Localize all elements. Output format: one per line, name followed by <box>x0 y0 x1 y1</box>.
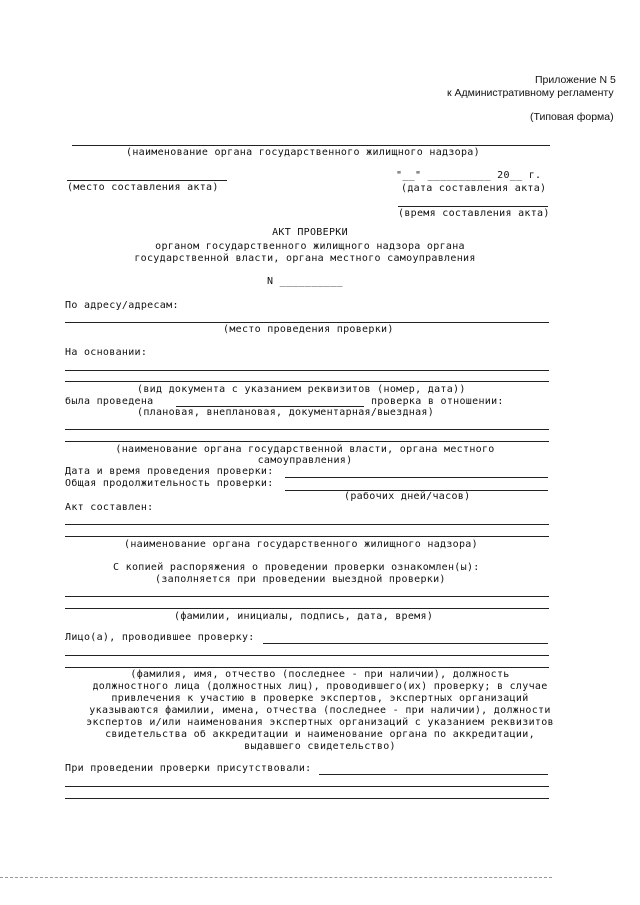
inspector-caption-5: экспертов и/или наименования экспертных организаций с указанием реквизитов <box>86 717 554 728</box>
org-name-line <box>72 145 550 146</box>
address-label: По адресу/адресам: <box>65 300 179 311</box>
inspector-caption-1: (фамилия, имя, отчество (последнее - при наличии), должность <box>130 669 510 680</box>
date-line: "__" __________ 20__ г. <box>396 170 542 181</box>
present-label: При проведении проверки присутствовали: <box>65 763 312 774</box>
time-line <box>398 206 548 207</box>
conducted-caption: (плановая, внеплановая, документарная/выездная) <box>137 407 435 418</box>
time-caption: (время составления акта) <box>398 208 550 219</box>
address-line <box>65 322 549 323</box>
inspector-caption-4: указываются фамилии, имена, отчества (последнее - при наличии), должности <box>89 705 551 716</box>
inspector-caption-3: привлечения к участию в проверке экспертов, экспертных организаций <box>111 693 529 704</box>
act-number: N __________ <box>267 276 343 287</box>
authority-caption-2: самоуправления) <box>257 455 353 466</box>
signatures-line-1 <box>65 596 549 597</box>
basis-line-1 <box>65 370 549 371</box>
basis-label: На основании: <box>65 347 148 358</box>
conducted-suffix: проверка в отношении: <box>371 396 504 407</box>
signatures-line-2 <box>65 608 549 609</box>
order-line-1: С копией распоряжения о проведении проверки ознакомлен(ы): <box>113 562 480 573</box>
date-caption: (дата составления акта) <box>401 183 547 194</box>
compiled-caption: (наименование органа государственного жилищного надзора) <box>124 539 478 550</box>
page-edge-artifact <box>0 877 552 878</box>
act-subtitle-2: государственной власти, органа местного самоуправления <box>134 253 476 264</box>
form-type: (Типовая форма) <box>530 111 614 123</box>
conducted-prefix: была проведена <box>65 396 154 407</box>
act-subtitle-1: органом государственного жилищного надзора органа <box>155 241 465 252</box>
compiled-line-1 <box>65 524 549 525</box>
datetime-label: Дата и время проведения проверки: <box>65 466 274 477</box>
signatures-caption: (фамилии, инициалы, подпись, дата, время) <box>174 611 434 622</box>
inspector-caption-7: выдавшего свидетельство) <box>244 741 396 752</box>
basis-caption: (вид документа с указанием реквизитов (номер, дата)) <box>137 384 466 395</box>
regulation-reference: к Административному регламенту <box>447 87 614 99</box>
address-caption: (место проведения проверки) <box>223 324 394 335</box>
compiled-label: Акт составлен: <box>65 502 154 513</box>
inspector-caption-6: свидетельства об аккредитации и наименование органа по аккредитации, <box>105 729 535 740</box>
present-line-1 <box>319 774 548 775</box>
inspector-line-1 <box>263 643 548 644</box>
org-name-caption: (наименование органа государственного жилищного надзора) <box>126 147 480 158</box>
act-title: АКТ ПРОВЕРКИ <box>272 227 348 238</box>
appendix-number: Приложение N 5 <box>535 74 616 86</box>
duration-label: Общая продолжительность проверки: <box>65 478 274 489</box>
authority-line-1 <box>65 429 549 430</box>
place-caption: (место составления акта) <box>67 182 219 193</box>
place-line <box>67 180 227 181</box>
basis-line-2 <box>65 381 549 382</box>
present-line-3 <box>65 798 549 799</box>
inspector-caption-2: должностного лица (должностных лиц), проводившего(их) проверку; в случае <box>92 681 548 692</box>
present-line-2 <box>65 786 549 787</box>
inspector-line-3 <box>65 667 549 668</box>
duration-caption: (рабочих дней/часов) <box>344 491 471 502</box>
authority-caption-1: (наименование органа государственной власти, органа местного <box>115 444 495 455</box>
compiled-line-2 <box>65 536 549 537</box>
inspector-label: Лицо(а), проводившее проверку: <box>65 632 255 643</box>
order-line-2: (заполняется при проведении выездной проверки) <box>155 574 446 585</box>
authority-line-2 <box>65 441 549 442</box>
datetime-line <box>285 477 548 478</box>
inspector-line-2 <box>65 655 549 656</box>
